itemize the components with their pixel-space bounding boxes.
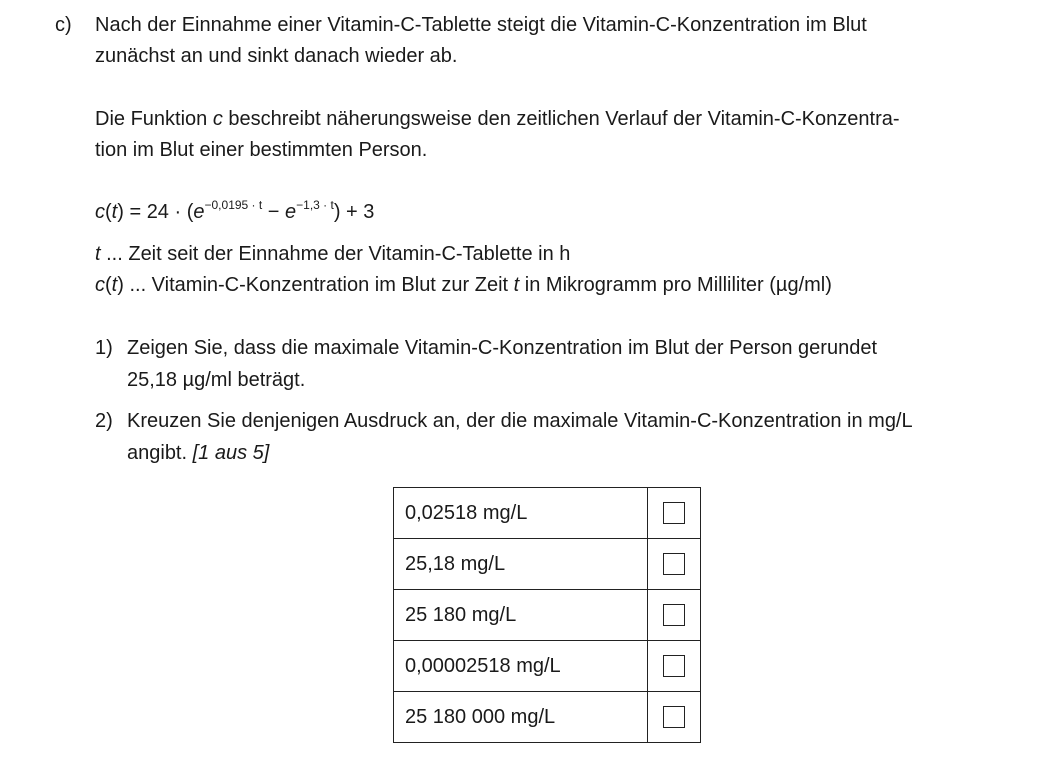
formula-minus: − bbox=[262, 201, 286, 223]
description-text: Die Funktion bbox=[95, 108, 213, 130]
function-variable: c bbox=[212, 108, 223, 130]
option-row bbox=[394, 692, 701, 743]
option-label: 25,18 mg/L bbox=[394, 539, 648, 590]
formula-t: t bbox=[111, 201, 118, 223]
question1-line1: Zeigen Sie, dass die maximale Vitamin-C-Konzentration im Blut der Person gerundet bbox=[127, 337, 877, 359]
question2-line1: Kreuzen Sie denjenigen Ausdruck an, der die maximale Vitamin-C-Konzentration in mg/L bbox=[127, 410, 913, 432]
description-line2: tion im Blut einer bestimmten Person. bbox=[95, 139, 428, 161]
option-label: 0,00002518 mg/L bbox=[394, 641, 648, 692]
formula-tail: ) + 3 bbox=[333, 201, 375, 223]
definition-c-text2: in Mikrogramm pro Milliliter (µg/ml) bbox=[519, 274, 832, 296]
option-label: 25 180 000 mg/L bbox=[394, 692, 648, 743]
definition-c bbox=[95, 273, 832, 297]
formula-exponent2: −1,3 · t bbox=[296, 198, 334, 212]
formula-paren: ( bbox=[105, 201, 112, 223]
question2-hint: [1 aus 5] bbox=[192, 442, 270, 464]
question1-line2: 25,18 µg/ml beträgt. bbox=[127, 369, 306, 391]
option-row bbox=[394, 488, 701, 539]
definition-c-paren: ( bbox=[105, 274, 112, 296]
option-checkbox[interactable] bbox=[663, 655, 685, 677]
option-label: 0,02518 mg/L bbox=[394, 488, 648, 539]
formula-lhs-rest: ) = 24 · ( bbox=[117, 201, 194, 223]
definition-c-t: t bbox=[111, 274, 118, 296]
definition-t-var: t bbox=[95, 243, 101, 265]
question2-line2-text: angibt. bbox=[127, 442, 193, 464]
question1-number: 1) bbox=[95, 337, 113, 359]
task-label: c) bbox=[55, 14, 72, 36]
definition-c-text1: ) ... Vitamin-C-Konzentration im Blut zur Zeit bbox=[117, 274, 514, 296]
formula-exponent1: −0,0195 · t bbox=[204, 198, 263, 212]
intro-text-line1: Nach der Einnahme einer Vitamin-C-Tablette steigt die Vitamin-C-Konzentration im Blut bbox=[95, 14, 867, 36]
formula-e2: e bbox=[285, 201, 297, 223]
question2-number: 2) bbox=[95, 410, 113, 432]
definition-c-t2: t bbox=[513, 274, 520, 296]
definition-t-text: ... Zeit seit der Einnahme der Vitamin-C-Tablette in h bbox=[100, 243, 571, 265]
formula-e1: e bbox=[193, 201, 205, 223]
description-line1 bbox=[95, 107, 900, 131]
option-label: 25 180 mg/L bbox=[394, 590, 648, 641]
option-checkbox[interactable] bbox=[663, 553, 685, 575]
definition-c-var: c bbox=[95, 274, 105, 296]
answer-options-table bbox=[393, 487, 701, 743]
intro-text-line2: zunächst an und sinkt danach wieder ab. bbox=[95, 45, 458, 67]
option-row bbox=[394, 539, 701, 590]
formula-c: c bbox=[95, 201, 105, 223]
definition-t bbox=[95, 242, 570, 266]
option-row bbox=[394, 590, 701, 641]
option-checkbox[interactable] bbox=[663, 502, 685, 524]
option-checkbox[interactable] bbox=[663, 706, 685, 728]
option-row bbox=[394, 641, 701, 692]
question2-line2 bbox=[127, 441, 269, 465]
function-formula bbox=[95, 200, 374, 224]
option-checkbox[interactable] bbox=[663, 604, 685, 626]
description-text-continued: beschreibt näherungsweise den zeitlichen Verlauf der Vitamin-C-Konzentra- bbox=[222, 108, 900, 130]
